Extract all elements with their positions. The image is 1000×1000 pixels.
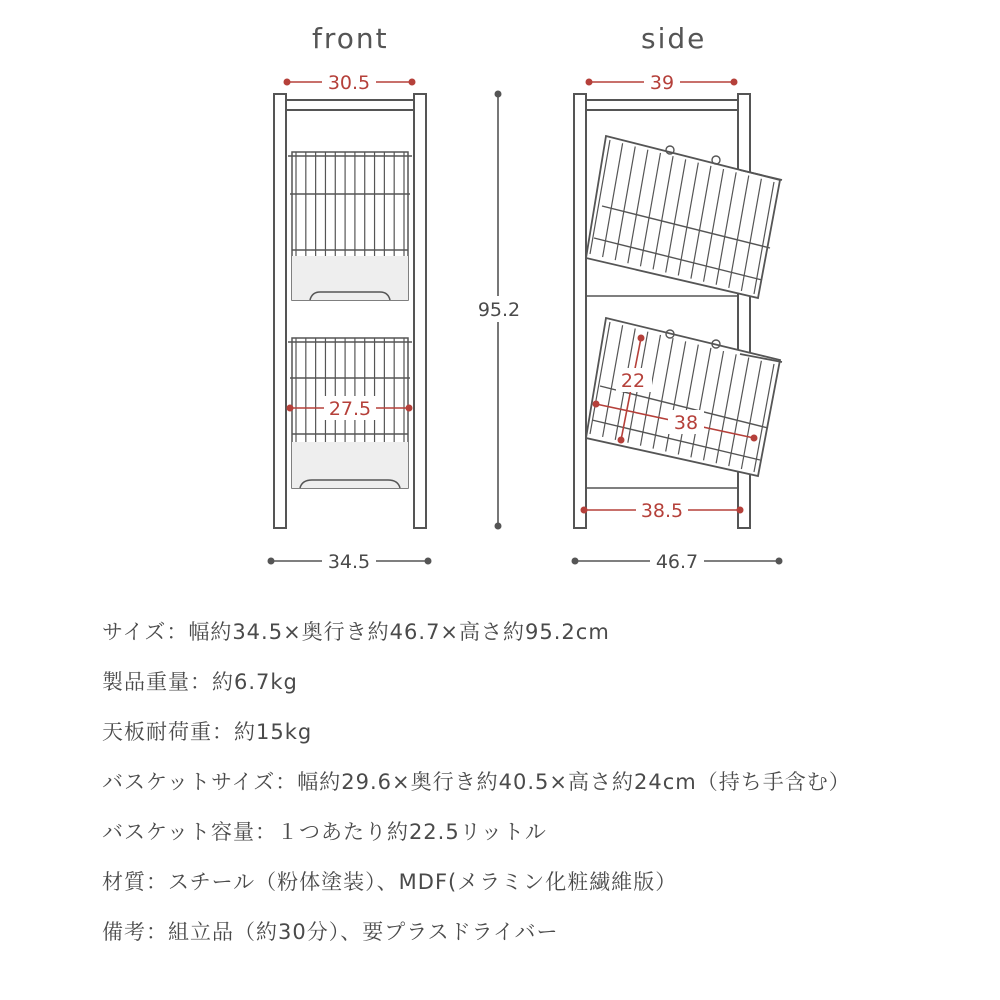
dim-dot	[284, 79, 291, 86]
side-view-title: side	[641, 22, 707, 55]
spec-basket-size: バスケットサイズ：幅約29.6×奥行き約40.5×高さ約24cm（持ち手含む）	[102, 770, 851, 794]
dim-label-height: 95.2	[477, 299, 521, 321]
dim-dot	[495, 91, 502, 98]
dim-dot	[495, 523, 502, 530]
front-left-post	[274, 94, 286, 528]
dim-dot	[425, 558, 432, 565]
dim-dot	[268, 558, 275, 565]
front-right-post	[414, 94, 426, 528]
front-upper-basket	[288, 152, 412, 300]
dim-label-front-total-width: 34.5	[327, 551, 371, 573]
spec-material: 材質：スチール（粉体塗装）、MDF(メラミン化粧繊維版）	[102, 870, 678, 894]
dim-label-side-bottom-depth: 38.5	[640, 500, 684, 522]
dim-label-side-basket-depth: 38	[673, 412, 699, 434]
dim-dot	[287, 405, 294, 412]
dim-label-front-top-width: 30.5	[327, 72, 371, 94]
dim-dot	[737, 507, 744, 514]
side-back-post	[574, 94, 586, 528]
dim-label-side-total-depth: 46.7	[655, 551, 699, 573]
spec-size: サイズ：幅約34.5×奥行き約46.7×高さ約95.2cm	[102, 620, 610, 644]
side-upper-basket	[586, 136, 782, 298]
dim-dot	[731, 79, 738, 86]
side-top-board	[586, 100, 738, 110]
spec-weight: 製品重量：約6.7kg	[102, 670, 298, 694]
dim-label-side-top-depth: 39	[649, 72, 675, 94]
dim-dot	[409, 79, 416, 86]
side-lower-basket	[586, 318, 782, 476]
dim-dot	[593, 401, 600, 408]
spec-top-load: 天板耐荷重：約15kg	[102, 720, 313, 744]
dim-dot	[776, 558, 783, 565]
dim-dot	[586, 79, 593, 86]
dim-label-side-basket-height: 22	[620, 370, 646, 392]
dim-dot	[638, 335, 645, 342]
spec-basket-capacity: バスケット容量：１つあたり約22.5リットル	[102, 820, 547, 844]
dim-dot	[406, 405, 413, 412]
front-view-diagram	[274, 94, 426, 528]
spec-notes: 備考：組立品（約30分）、要プラスドライバー	[102, 920, 559, 944]
dim-dot	[581, 507, 588, 514]
dim-dot	[572, 558, 579, 565]
front-view-title: front	[312, 22, 389, 55]
spec-list	[102, 612, 851, 962]
dim-label-front-basket-width: 27.5	[328, 398, 372, 420]
side-view-diagram	[574, 94, 782, 528]
dim-dot	[618, 437, 625, 444]
dim-dot	[751, 435, 758, 442]
front-top-board	[286, 100, 414, 110]
